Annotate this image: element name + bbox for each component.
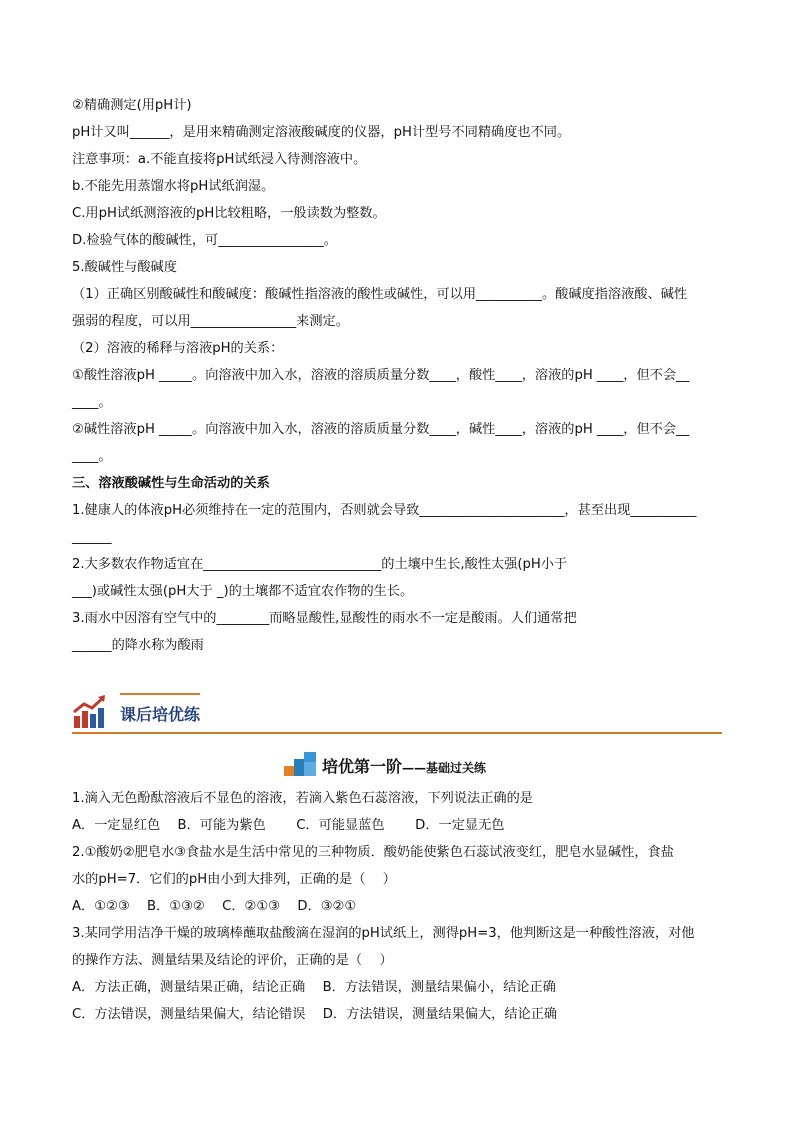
text-line: ②精确测定(用pH计) xyxy=(72,98,192,113)
question-line: 2.①酸奶②肥皂水③食盐水是生活中常见的三种物质．酸奶能使紫色石蕊试液变红，肥皂水显碱性，食盐 xyxy=(72,845,674,860)
text-line: pH计又叫______，是用来精确测定溶液酸碱度的仪器，pH计型号不同精确度也不同。 xyxy=(72,125,571,140)
text-line: D.检验气体的酸碱性，可________________。 xyxy=(72,233,337,248)
notes-body xyxy=(72,92,722,659)
text-line: ②碱性溶液pH _____。向溶液中加入水，溶液的溶质质量分数____，碱性____，溶液的pH ____，但不会__ xyxy=(72,422,690,437)
sub-title-main: 培优第一阶 xyxy=(322,757,403,776)
text-line: b.不能先用蒸馏水将pH试纸润湿。 xyxy=(72,179,275,194)
text-line: ______的降水称为酸雨 xyxy=(72,638,204,653)
text-line: 5.酸碱性与酸碱度 xyxy=(72,260,177,275)
question-line: 3.某同学用洁净干燥的玻璃棒蘸取盐酸滴在湿润的pH试纸上，测得pH=3，他判断这是一种酸性溶液，对他 xyxy=(72,926,695,941)
question-line: 的操作方法、测量结果及结论的评价，正确的是（ ） xyxy=(72,953,393,968)
text-line: ____。 xyxy=(72,395,112,410)
question-list xyxy=(72,785,722,1028)
rising-bar-chart-icon xyxy=(72,694,108,730)
text-line: 注意事项：a.不能直接将pH试纸浸入待测溶液中。 xyxy=(72,152,367,167)
sub-title-small: ——基础过关练 xyxy=(402,761,487,775)
section-heading: 三、溶液酸碱性与生命活动的关系 xyxy=(72,476,270,491)
option-line: A．一定显红色 B．可能为紫色 C．可能显蓝色 D．一定显无色 xyxy=(72,818,505,833)
question-line: 水的pH=7．它们的pH由小到大排列，正确的是（ ） xyxy=(72,872,396,887)
text-line: 3.雨水中因溶有空气中的________而略显酸性,显酸性的雨水不一定是酸雨。人们通常把 xyxy=(72,611,577,626)
text-line: C.用pH试纸测溶液的pH比较粗略，一般读数为整数。 xyxy=(72,206,386,221)
text-line: （1）正确区别酸碱性和酸碱度：酸碱性指溶液的酸性或碱性，可以用__________。酸碱度指溶液酸、碱性 xyxy=(72,287,688,302)
text-line: 1.健康人的体液pH必须维持在一定的范围内，否则就会导致______________________，甚至出现__________ xyxy=(72,503,697,518)
text-line: 强弱的程度，可以用________________来测定。 xyxy=(72,314,349,329)
section-title: 课后培优练 xyxy=(120,705,201,724)
steps-icon xyxy=(284,750,318,776)
section-rule xyxy=(72,732,722,734)
sub-title xyxy=(322,754,486,777)
title-accent-line xyxy=(120,693,200,695)
text-line: （2）溶液的稀释与溶液pH的关系： xyxy=(72,341,284,356)
option-line: C．方法错误，测量结果偏大，结论错误 D．方法错误，测量结果偏大，结论正确 xyxy=(72,1007,558,1022)
text-line: ____。 xyxy=(72,449,112,464)
text-line: ______ xyxy=(72,530,112,545)
option-line: A．方法正确，测量结果正确，结论正确 B．方法错误，测量结果偏小，结论正确 xyxy=(72,980,556,995)
question-line: 1.滴入无色酚酞溶液后不显色的溶液，若滴入紫色石蕊溶液，下列说法正确的是 xyxy=(72,791,533,806)
text-line: ①酸性溶液pH _____。向溶液中加入水，溶液的溶质质量分数____，酸性____，溶液的pH ____，但不会__ xyxy=(72,368,690,383)
sub-section-header xyxy=(284,748,584,778)
text-line: 2.大多数农作物适宜在___________________________的土壤中生长,酸性太强(pH小于 xyxy=(72,557,568,572)
text-line: ___)或碱性太强(pH大于 _)的土壤都不适宜农作物的生长。 xyxy=(72,584,414,599)
option-line: A．①②③ B．①③② C．②①③ D．③②① xyxy=(72,899,357,914)
practice-section-header xyxy=(72,690,722,734)
